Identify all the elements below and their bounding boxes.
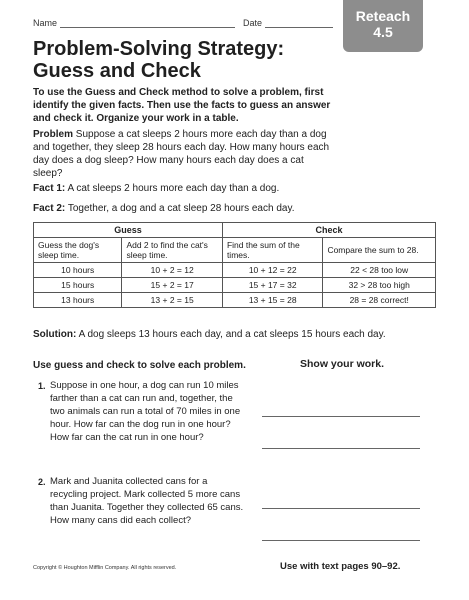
table-cell: 10 hours [34, 263, 122, 278]
table-subheader: Guess the dog's sleep time. [34, 238, 122, 263]
fact-2 [33, 202, 433, 215]
problem-block [33, 128, 333, 180]
problem-text: Suppose a cat sleeps 2 hours more each day than a dog and together, they sleep 28 hours each day. How many hours each day does a dog sleep? How many hours each day does a cat sleep? [33, 129, 330, 179]
question-1-number: 1. [38, 381, 46, 391]
copyright-text: Copyright © Houghton Mifflin Company. All rights reserved. [33, 565, 177, 571]
table-row [34, 293, 436, 308]
check-header: Check [222, 223, 435, 238]
answer-line[interactable] [262, 448, 420, 449]
title-line-2: Guess and Check [33, 60, 201, 82]
table-cell: 13 hours [34, 293, 122, 308]
table-subheader: Find the sum of the times. [222, 238, 323, 263]
table-cell: 13 + 15 = 28 [222, 293, 323, 308]
table-cell: 13 + 2 = 15 [122, 293, 223, 308]
table-cell: 22 < 28 too low [323, 263, 436, 278]
solution-block [33, 328, 413, 341]
lesson-number: 4.5 [373, 24, 393, 40]
intro-text: To use the Guess and Check method to solve a problem, first identify the given facts. Then use the facts to guess an answer and check it. Organize your work in a table. [33, 87, 331, 124]
instructions-text: Use guess and check to solve each problem. [33, 360, 246, 371]
table-subheader: Add 2 to find the cat's sleep time. [122, 238, 223, 263]
table-cell: 10 + 12 = 22 [222, 263, 323, 278]
text-pages-reference: Use with text pages 90–92. [280, 561, 401, 572]
question-1-text: Suppose in one hour, a dog can run 10 miles farther than a cat can run and, together, the two animals can run a total of 70 miles in one hour. How far can the dog run in one hour? How far can the cat run in one hour? [50, 380, 241, 443]
date-label: Date [243, 18, 263, 28]
table-cell: 28 = 28 correct! [323, 293, 436, 308]
name-label: Name [33, 18, 58, 28]
answer-line[interactable] [262, 508, 420, 509]
answer-line[interactable] [262, 416, 420, 417]
solution-text: A dog sleeps 13 hours each day, and a cat sleeps 15 hours each day. [78, 329, 386, 340]
answer-line[interactable] [262, 540, 420, 541]
table-cell: 32 > 28 too high [323, 278, 436, 293]
fact-2-label: Fact 2: [33, 203, 66, 214]
question-2-text: Mark and Juanita collected cans for a recycling project. Mark collected 5 more cans than Juanita. Together they collected 65 cans. How many cans did each collect? [50, 476, 244, 526]
title-line-1: Problem-Solving Strategy: [33, 38, 285, 60]
name-line [60, 27, 235, 28]
guess-check-table [33, 222, 436, 308]
table-row [34, 263, 436, 278]
solution-label: Solution: [33, 329, 77, 340]
fact-1-text: A cat sleeps 2 hours more each day than a dog. [67, 183, 280, 194]
fact-1-label: Fact 1: [33, 183, 66, 194]
date-line [265, 27, 333, 28]
fact-2-text: Together, a dog and a cat sleep 28 hours each day. [67, 203, 295, 214]
table-cell: 15 hours [34, 278, 122, 293]
table-cell: 15 + 17 = 32 [222, 278, 323, 293]
reteach-label: Reteach [355, 8, 411, 24]
fact-1 [33, 182, 433, 195]
table-cell: 10 + 2 = 12 [122, 263, 223, 278]
guess-header: Guess [34, 223, 223, 238]
page-title [33, 38, 284, 82]
table-subheader: Compare the sum to 28. [323, 238, 436, 263]
reteach-tab [343, 0, 423, 52]
show-work-label: Show your work. [300, 358, 385, 370]
question-2-number: 2. [38, 477, 46, 487]
table-cell: 15 + 2 = 17 [122, 278, 223, 293]
table-row [34, 278, 436, 293]
problem-label: Problem [33, 129, 74, 140]
